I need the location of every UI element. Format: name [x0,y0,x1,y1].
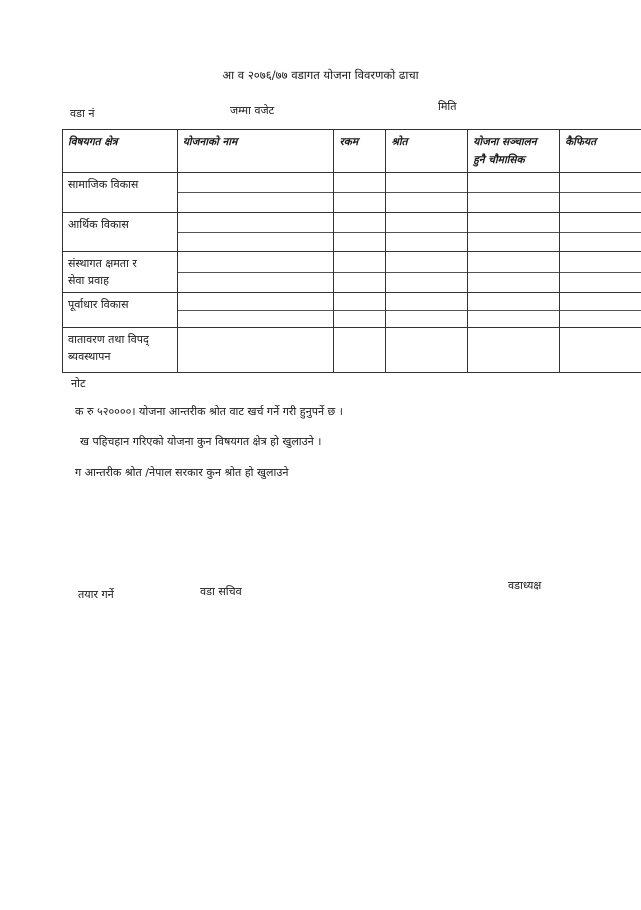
table-cell [177,293,334,328]
column-header: विषयगत क्षेत्र [63,130,178,173]
table-row [63,293,641,328]
column-header: रकम [334,130,386,173]
table-cell [386,173,468,213]
table-cell [468,293,560,328]
table-cell [386,252,468,293]
row-category: आर्थिक विकास [63,213,178,252]
table-cell [334,293,386,328]
row-category: संस्थागत क्षमता र सेवा प्रवाह [63,252,178,293]
column-header: कैफियत [560,130,641,173]
table-cell [468,252,560,293]
table-cell [468,173,560,213]
table-cell [177,173,334,213]
column-header: योजनाको नाम [177,130,334,173]
column-header: श्रोत [386,130,468,173]
table-cell [386,213,468,252]
note-item: ख पहिचहान गरिएको योजना कुन विषयगत क्षेत्र हो खुलाउने । [80,435,322,448]
table-cell [560,252,641,293]
table-cell [560,213,641,252]
table-cell [468,213,560,252]
table-cell [334,213,386,252]
table-row [63,328,641,373]
date-label: मिति [438,100,457,113]
ward-secretary-label: वडा सचिव [200,585,242,598]
note-item: ग आन्तरीक श्रोत /नेपाल सरकार कुन श्रोत हो खुलाउने [75,466,289,479]
table-row [63,173,641,213]
prepared-by-label: तयार गर्ने [78,588,114,601]
row-category: सामाजिक विकास [63,173,178,213]
total-budget-label: जम्मा वजेट [230,104,275,117]
table-row [63,252,641,293]
table-cell [334,328,386,373]
table-cell [177,328,334,373]
ward-chair-label: वडाध्यक्ष [508,579,542,592]
plan-details-table [62,129,641,373]
notes-heading: नोट [71,377,86,390]
table-cell [177,213,334,252]
table-cell [468,328,560,373]
row-category: वातावरण तथा विपद् ब्यवस्थापन [63,328,178,373]
table-row [63,213,641,252]
table-cell [560,173,641,213]
row-category: पूर्वाधार विकास [63,293,178,328]
table-header-row [63,130,641,173]
column-header: योजना सञ्चालन हुनै चौमासिक [468,130,560,173]
ward-no-label: वडा नं [70,107,95,120]
table-cell [177,252,334,293]
table-cell [334,173,386,213]
table-cell [334,252,386,293]
form-title: आ व २०७६/७७ वडागत योजना विवरणको ढाचा [222,68,419,82]
note-item: क रु ५२००००। योजना आन्तरीक श्रोत वाट खर्च गर्ने गरी हुनुपर्ने छ । [75,405,343,418]
table-cell [386,293,468,328]
table-cell [560,293,641,328]
table-cell [560,328,641,373]
table-cell [386,328,468,373]
